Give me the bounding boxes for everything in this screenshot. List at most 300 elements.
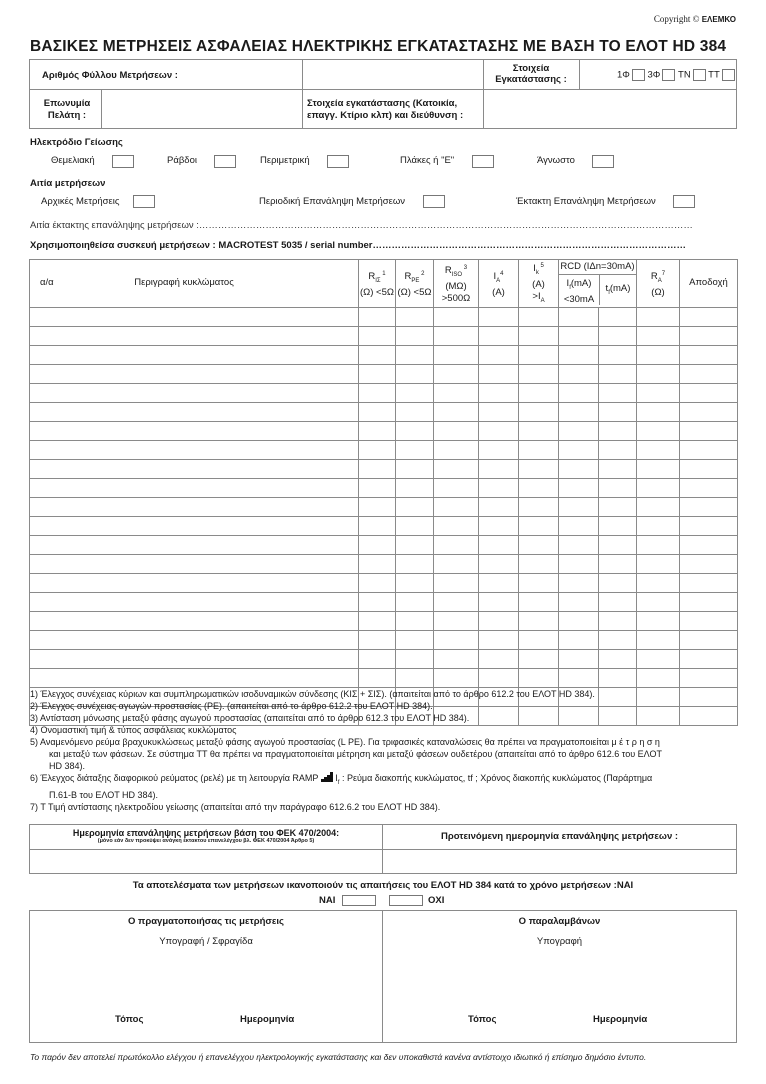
table-cell[interactable]	[359, 383, 396, 402]
table-cell[interactable]	[30, 478, 359, 497]
receiver-sub: Υπογραφή	[536, 936, 583, 947]
table-cell[interactable]	[519, 611, 559, 630]
table-cell[interactable]	[559, 592, 599, 611]
result-yes-label: ΝΑΙ	[319, 895, 336, 906]
table-cell[interactable]	[559, 402, 599, 421]
col-rpe: $R_{PE}$ $^2$ (Ω) <5Ω	[396, 260, 434, 308]
table-cell[interactable]	[396, 649, 434, 668]
table-cell[interactable]	[680, 307, 738, 326]
note-3: 3) Αντίσταση μόνωσης μεταξύ φάσης αγωγού προστασίας (απαιτείται από το άρθρο 612.3 του ΕΛΟΤ HD 384).	[30, 713, 470, 723]
table-cell[interactable]	[637, 421, 680, 440]
table-cell[interactable]	[359, 402, 396, 421]
copyright	[654, 14, 736, 24]
table-cell[interactable]	[680, 668, 738, 687]
table-cell[interactable]	[434, 440, 479, 459]
table-cell[interactable]	[479, 668, 519, 687]
table-cell[interactable]	[359, 478, 396, 497]
table-cell[interactable]	[396, 440, 434, 459]
table-cell[interactable]	[599, 592, 637, 611]
table-cell[interactable]	[599, 402, 637, 421]
table-cell[interactable]	[396, 630, 434, 649]
table-cell[interactable]	[30, 440, 359, 459]
note-6: 6) Έλεγχος διάταξης διαφορικού ρεύματος (ρελέ) με τη λειτουργία RAMP $I_f$ : Ρεύμα διακοπής κυκλώματος, tf ; Χρόνος διακοπής κυκλώματος (Παράρτημα	[30, 773, 653, 786]
table-cell[interactable]	[559, 326, 599, 345]
table-cell[interactable]	[479, 649, 519, 668]
table-cell[interactable]	[479, 592, 519, 611]
electrode-opt-3	[400, 155, 454, 166]
table-cell[interactable]	[519, 345, 559, 364]
result-yes-checkbox[interactable]	[342, 895, 376, 906]
table-cell[interactable]	[396, 535, 434, 554]
table-cell[interactable]	[559, 421, 599, 440]
electrode-checkbox-2[interactable]	[327, 155, 349, 168]
table-cell[interactable]	[479, 573, 519, 592]
table-row	[30, 326, 738, 345]
table-cell[interactable]	[30, 459, 359, 478]
table-cell[interactable]	[434, 649, 479, 668]
performer-date: Ημερομηνία	[240, 1014, 295, 1025]
table-cell[interactable]	[680, 326, 738, 345]
table-cell[interactable]	[637, 402, 680, 421]
table-cell[interactable]	[30, 649, 359, 668]
col-rcd-i: $I_f(mA) <30mA$	[559, 275, 600, 305]
table-cell[interactable]	[396, 402, 434, 421]
note-4: 4) Ονομαστική τιμή & τύπος ασφάλειας κυκλώματος	[30, 725, 237, 735]
company-logo: ΕΛΕΜΚΟ	[701, 15, 736, 24]
table-cell[interactable]	[479, 307, 519, 326]
electrode-checkbox-1[interactable]	[214, 155, 236, 168]
table-cell[interactable]	[599, 630, 637, 649]
electrode-opt-4	[537, 155, 575, 166]
table-cell[interactable]	[434, 383, 479, 402]
table-cell[interactable]	[359, 668, 396, 687]
opt-1p-checkbox[interactable]	[632, 69, 645, 81]
table-body	[30, 307, 738, 725]
table-cell[interactable]	[434, 554, 479, 573]
table-row	[30, 440, 738, 459]
table-row	[30, 630, 738, 649]
table-row	[30, 554, 738, 573]
table-cell[interactable]	[396, 554, 434, 573]
col-rcd-label: RCD (IΔn=30mA)	[559, 260, 636, 275]
electrode-checkbox-0[interactable]	[112, 155, 134, 168]
table-cell[interactable]	[680, 440, 738, 459]
table-cell[interactable]	[30, 383, 359, 402]
table-cell[interactable]	[680, 573, 738, 592]
table-cell[interactable]	[30, 592, 359, 611]
table-cell[interactable]	[359, 611, 396, 630]
table-cell[interactable]	[479, 630, 519, 649]
electrode-opt-label: Περιμετρική	[260, 155, 310, 166]
table-cell[interactable]	[434, 345, 479, 364]
table-cell[interactable]	[637, 611, 680, 630]
receiver-date: Ημερομηνία	[593, 1014, 648, 1025]
table-cell[interactable]	[680, 345, 738, 364]
table-cell[interactable]	[637, 535, 680, 554]
table-cell[interactable]	[680, 649, 738, 668]
table-cell[interactable]	[30, 307, 359, 326]
table-cell[interactable]	[680, 402, 738, 421]
reason-opt-1: Περιοδική Επανάληψη Μετρήσεων	[259, 196, 406, 207]
table-cell[interactable]	[559, 649, 599, 668]
table-row	[30, 516, 738, 535]
table-cell[interactable]	[30, 668, 359, 687]
table-cell[interactable]	[599, 497, 637, 516]
reason-checkbox-2[interactable]	[673, 195, 695, 208]
table-cell[interactable]	[434, 592, 479, 611]
extra-reason-field[interactable]: Αιτία έκτακτης επανάληψης μετρήσεων :…………………………………………………………………………………………………………………………………………	[30, 220, 693, 231]
table-cell[interactable]	[680, 554, 738, 573]
table-cell[interactable]	[396, 573, 434, 592]
result-no-label: ΟΧΙ	[428, 895, 445, 906]
repeat-left-field[interactable]	[30, 850, 382, 873]
table-cell[interactable]	[519, 440, 559, 459]
table-cell[interactable]	[359, 649, 396, 668]
table-cell[interactable]	[680, 421, 738, 440]
table-cell[interactable]	[396, 364, 434, 383]
copyright-text: Copyright ©	[653, 14, 700, 24]
table-cell[interactable]	[519, 649, 559, 668]
table-cell[interactable]	[519, 668, 559, 687]
table-cell[interactable]	[680, 497, 738, 516]
table-cell[interactable]	[599, 383, 637, 402]
table-cell[interactable]	[599, 554, 637, 573]
table-row	[30, 535, 738, 554]
col-ik-label: (A)	[532, 279, 545, 291]
receiver-place: Τόπος	[468, 1014, 497, 1025]
table-cell[interactable]	[637, 630, 680, 649]
col-riso-label: (ΜΩ) >500Ω	[441, 280, 471, 304]
result-no-checkbox[interactable]	[389, 895, 423, 906]
table-cell[interactable]	[559, 345, 599, 364]
table-cell[interactable]	[637, 459, 680, 478]
table-header	[30, 260, 738, 308]
table-cell[interactable]	[30, 421, 359, 440]
table-cell[interactable]	[396, 611, 434, 630]
opt-3p-checkbox[interactable]	[662, 69, 675, 81]
performer-place: Τόπος	[115, 1014, 144, 1025]
col-ra-label: (Ω)	[651, 286, 665, 298]
table-cell[interactable]	[637, 573, 680, 592]
page-title: ΒΑΣΙΚΕΣ ΜΕΤΡΗΣΕΙΣ ΑΣΦΑΛΕΙΑΣ ΗΛΕΚΤΡΙΚΗΣ ΕΓΚΑΤΑΣΤΑΣΗΣ ΜΕ ΒΑΣΗ ΤΟ ΕΛΟΤ HD 384	[30, 38, 727, 55]
table-cell[interactable]	[396, 421, 434, 440]
table-cell[interactable]	[559, 478, 599, 497]
ramp-icon	[321, 772, 333, 785]
table-cell[interactable]	[519, 592, 559, 611]
table-cell[interactable]	[559, 459, 599, 478]
table-cell[interactable]	[680, 516, 738, 535]
table-cell[interactable]	[30, 611, 359, 630]
table-cell[interactable]	[30, 630, 359, 649]
table-cell[interactable]	[396, 307, 434, 326]
device-field[interactable]: Χρησιμοποιηθείσα συσκευή μετρήσεων : MACROTEST 5035 / serial number………………………………………………………………………………………	[30, 240, 686, 251]
table-cell[interactable]	[599, 478, 637, 497]
table-cell[interactable]	[637, 326, 680, 345]
table-cell[interactable]	[359, 592, 396, 611]
table-cell[interactable]	[599, 535, 637, 554]
table-cell[interactable]	[599, 307, 637, 326]
table-cell[interactable]	[519, 554, 559, 573]
col-ra: $R_A^7$ (Ω)	[637, 260, 680, 308]
opt-tn-label: TN	[678, 69, 691, 81]
col-no-label: α/α	[40, 277, 54, 289]
table-cell[interactable]	[359, 516, 396, 535]
table-cell[interactable]	[359, 535, 396, 554]
table-cell[interactable]	[434, 668, 479, 687]
table-row	[30, 497, 738, 516]
table-cell[interactable]	[519, 402, 559, 421]
note-5-cont2: HD 384).	[49, 761, 86, 771]
table-cell[interactable]	[434, 459, 479, 478]
electrode-heading: Ηλεκτρόδιο Γείωσης	[30, 137, 123, 148]
table-cell[interactable]	[396, 478, 434, 497]
electrode-checkbox-4[interactable]	[592, 155, 614, 168]
table-row	[30, 364, 738, 383]
table-cell[interactable]	[637, 554, 680, 573]
table-cell[interactable]	[637, 478, 680, 497]
table-cell[interactable]	[599, 364, 637, 383]
table-cell[interactable]	[680, 611, 738, 630]
table-cell[interactable]	[519, 573, 559, 592]
opt-tn-checkbox[interactable]	[693, 69, 706, 81]
table-cell[interactable]	[680, 535, 738, 554]
performer-title: Ο πραγματοποιήσας τις μετρήσεις	[128, 916, 284, 927]
col-accept: Αποδοχή	[680, 260, 738, 308]
table-cell[interactable]	[559, 630, 599, 649]
table-row	[30, 668, 738, 687]
table-cell[interactable]	[559, 668, 599, 687]
table-cell[interactable]	[479, 402, 519, 421]
table-row	[30, 592, 738, 611]
table-cell[interactable]	[359, 459, 396, 478]
table-cell[interactable]	[680, 630, 738, 649]
table-cell[interactable]	[519, 383, 559, 402]
table-cell[interactable]	[637, 592, 680, 611]
client-label: Επωνυμία Πελάτη :	[43, 98, 91, 121]
table-cell[interactable]	[599, 326, 637, 345]
table-cell[interactable]	[559, 516, 599, 535]
table-cell[interactable]	[559, 554, 599, 573]
table-cell[interactable]	[359, 326, 396, 345]
client-field[interactable]	[102, 89, 302, 128]
table-cell[interactable]	[637, 516, 680, 535]
table-cell[interactable]	[637, 440, 680, 459]
table-cell[interactable]	[599, 668, 637, 687]
header-row-1	[29, 59, 737, 90]
reason-heading: Αιτία μετρήσεων	[30, 178, 106, 189]
table-cell[interactable]	[680, 459, 738, 478]
table-cell[interactable]	[479, 516, 519, 535]
note-5: 5) Αναμενόμενο ρεύμα βραχυκυκλώσεως μεταξύ φάσης αγωγού προστασίας (L PE). Για τριφασικές καταναλώσεις θα πρέπει να πραγματοποιείται μ έ τ ρ η σ η	[30, 737, 660, 747]
table-cell[interactable]	[559, 611, 599, 630]
table-row	[30, 402, 738, 421]
table-cell[interactable]	[479, 554, 519, 573]
table-cell[interactable]	[479, 421, 519, 440]
table-cell[interactable]	[479, 326, 519, 345]
repeat-box	[29, 824, 737, 874]
table-cell[interactable]	[519, 326, 559, 345]
table-row	[30, 611, 738, 630]
table-cell[interactable]	[637, 383, 680, 402]
table-cell[interactable]	[396, 345, 434, 364]
opt-tt-checkbox[interactable]	[722, 69, 735, 81]
table-cell[interactable]	[479, 478, 519, 497]
table-cell[interactable]	[434, 497, 479, 516]
table-cell[interactable]	[479, 535, 519, 554]
table-cell[interactable]	[30, 345, 359, 364]
table-cell[interactable]	[434, 421, 479, 440]
table-cell[interactable]	[479, 611, 519, 630]
opt-tt-label: TT	[708, 69, 720, 81]
table-cell[interactable]	[434, 364, 479, 383]
install-info-label: Στοιχεία εγκατάστασης (Κατοικία, επαγγ. Κτίριο κλπ) και διεύθυνση :	[307, 98, 464, 121]
table-cell[interactable]	[519, 307, 559, 326]
table-cell[interactable]	[434, 326, 479, 345]
table-cell[interactable]	[30, 516, 359, 535]
table-cell[interactable]	[434, 630, 479, 649]
electrode-opt-label: Θεμελιακή	[51, 155, 95, 166]
reason-checkbox-1[interactable]	[423, 195, 445, 208]
table-cell[interactable]	[396, 497, 434, 516]
table-cell[interactable]	[396, 326, 434, 345]
table-cell[interactable]	[434, 535, 479, 554]
table-cell[interactable]	[479, 440, 519, 459]
col-ik: $I_k$ $^5$ (A) $>I_A$	[519, 260, 559, 308]
col-ia: $I_A^4$ (A)	[479, 260, 519, 308]
table-cell[interactable]	[559, 383, 599, 402]
table-cell[interactable]	[599, 421, 637, 440]
note-6-a: 6) Έλεγχος διάταξης διαφορικού ρεύματος (ρελέ) με τη λειτουργία RAMP	[30, 773, 319, 783]
table-cell[interactable]	[599, 611, 637, 630]
table-row	[30, 649, 738, 668]
table-cell[interactable]	[637, 364, 680, 383]
table-cell[interactable]	[359, 497, 396, 516]
footer-disclaimer: Το παρόν δεν αποτελεί πρωτόκολλο ελέγχου ή επανελέγχου ηλεκτρολογικής εγκατάστασης και δεν υποκαθιστά κανένα αντίστοιχο ιδιωτικό ή επίσημο δημόσιο έντυπο.	[30, 1052, 647, 1062]
table-cell[interactable]	[396, 592, 434, 611]
table-cell[interactable]	[359, 554, 396, 573]
col-rcd-t-label: (mA)	[609, 283, 631, 294]
install-info-field[interactable]	[484, 89, 736, 128]
table-cell[interactable]	[559, 573, 599, 592]
table-cell[interactable]	[519, 630, 559, 649]
table-cell[interactable]	[519, 516, 559, 535]
table-cell[interactable]	[479, 364, 519, 383]
reason-checkbox-0[interactable]	[133, 195, 155, 208]
table-cell[interactable]	[434, 478, 479, 497]
table-cell[interactable]	[519, 497, 559, 516]
table-cell[interactable]	[359, 421, 396, 440]
table-cell[interactable]	[30, 573, 359, 592]
table-cell[interactable]	[359, 364, 396, 383]
table-cell[interactable]	[519, 364, 559, 383]
table-cell[interactable]	[396, 668, 434, 687]
table-cell[interactable]	[434, 307, 479, 326]
table-cell[interactable]	[637, 307, 680, 326]
table-cell[interactable]	[599, 573, 637, 592]
table-cell[interactable]	[599, 345, 637, 364]
table-cell[interactable]	[559, 307, 599, 326]
repeat-right-field[interactable]	[383, 850, 736, 873]
table-cell[interactable]	[680, 478, 738, 497]
electrode-opt-2	[260, 155, 310, 166]
table-cell[interactable]	[637, 668, 680, 687]
table-cell[interactable]	[559, 364, 599, 383]
table-cell[interactable]	[519, 459, 559, 478]
table-cell[interactable]	[479, 497, 519, 516]
repeat-left-small: (μόνο εάν δεν προκύψει ανάγκη έκτακτου επανελέγχου βλ. ΦΕΚ 470/2004 Άρθρο 5)	[97, 838, 315, 844]
col-rcd-i-label: (mA) <30mA	[563, 278, 595, 305]
table-cell[interactable]	[396, 383, 434, 402]
table-cell[interactable]	[680, 592, 738, 611]
table-cell[interactable]	[479, 383, 519, 402]
table-cell[interactable]	[30, 326, 359, 345]
note-7: 7) Τ Τιμή αντίστασης ηλεκτροδίου γείωσης (απαιτείται από την παράγραφο 612.6.2 του ΕΛΟΤ HD 384).	[30, 801, 441, 812]
col-rcd	[559, 260, 637, 308]
reason-opt-2: Έκτακτη Επανάληψη Μετρήσεων	[516, 196, 656, 207]
table-cell[interactable]	[599, 649, 637, 668]
table-row	[30, 307, 738, 326]
table-cell[interactable]	[434, 573, 479, 592]
table-cell[interactable]	[359, 573, 396, 592]
col-riso: $R_{ISO}$ $^3$ (ΜΩ) >500Ω	[434, 260, 479, 308]
note-2: 2) Έλεγχος συνέχειας αγωγών προστασίας (PE). (απαιτείται από το άρθρο 612.2 του ΕΛΟΤ HD 384).	[30, 701, 433, 711]
result-text: Τα αποτελέσματα των μετρήσεων ικανοποιούν τις απαιτήσεις του ΕΛΟΤ HD 384 κατά το χρόνο μετρήσεων :ΝΑΙ	[132, 880, 634, 891]
repeat-left-label: Ημερομηνία επανάληψης μετρήσεων βάση του ΦΕΚ 470/2004:	[72, 828, 340, 838]
opt-1p-label: 1Φ	[617, 69, 630, 81]
table-cell[interactable]	[30, 497, 359, 516]
table-cell[interactable]	[559, 497, 599, 516]
col-rpe-label: (Ω) <5Ω	[397, 286, 432, 298]
electrode-opt-0	[51, 155, 95, 166]
table-cell[interactable]	[519, 478, 559, 497]
table-cell[interactable]	[599, 516, 637, 535]
table-cell[interactable]	[599, 459, 637, 478]
table-cell[interactable]	[637, 345, 680, 364]
table-cell[interactable]	[479, 345, 519, 364]
signature-box	[29, 910, 737, 1043]
table-cell[interactable]	[359, 630, 396, 649]
electrode-checkbox-3[interactable]	[472, 155, 494, 168]
table-cell[interactable]	[637, 497, 680, 516]
table-cell[interactable]	[519, 421, 559, 440]
repeat-right-label: Προτεινόμενη ημερομηνία επανάληψης μετρήσεων :	[440, 831, 679, 842]
table-cell[interactable]	[359, 307, 396, 326]
table-cell[interactable]	[434, 611, 479, 630]
table-cell[interactable]	[30, 535, 359, 554]
table-cell[interactable]	[559, 535, 599, 554]
opt-3p-label: 3Φ	[647, 69, 661, 81]
table-cell[interactable]	[434, 516, 479, 535]
table-cell[interactable]	[680, 364, 738, 383]
table-cell[interactable]	[359, 440, 396, 459]
table-cell[interactable]	[396, 516, 434, 535]
performer-sub: Υπογραφή / Σφραγίδα	[159, 936, 253, 947]
table-cell[interactable]	[434, 402, 479, 421]
table-cell[interactable]	[599, 440, 637, 459]
table-cell[interactable]	[30, 554, 359, 573]
table-cell[interactable]	[519, 535, 559, 554]
table-cell[interactable]	[559, 440, 599, 459]
electrode-opt-label: Ράβδοι	[167, 155, 197, 166]
table-cell[interactable]	[359, 345, 396, 364]
table-cell[interactable]	[396, 459, 434, 478]
table-cell[interactable]	[479, 459, 519, 478]
table-cell[interactable]	[637, 649, 680, 668]
note-1: 1) Έλεγχος συνέχειας κύριων και συμπληρωματικών ισοδυναμικών σύνδεσης (ΚΙΣ + ΣΙΣ). (απαιτείται από το άρθρο 612.2 του ΕΛΟΤ HD 384).	[30, 689, 595, 699]
table-cell[interactable]	[30, 402, 359, 421]
table-cell[interactable]	[30, 364, 359, 383]
table-cell[interactable]	[680, 383, 738, 402]
